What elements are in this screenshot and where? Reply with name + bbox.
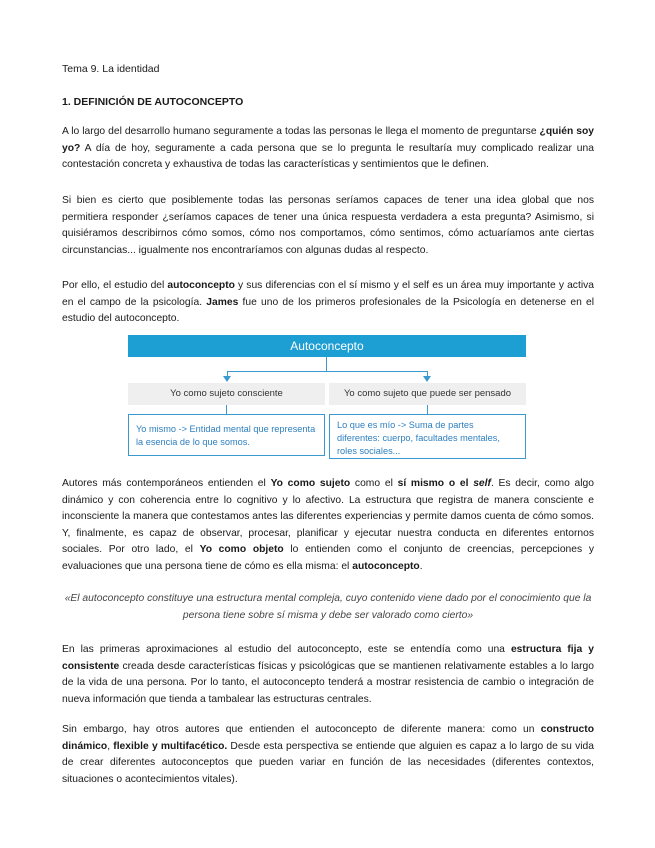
connector-vertical (326, 357, 327, 371)
paragraph-1: A lo largo del desarrollo humano seguramente a todas las personas le llega el momento de preguntarse ¿quién soy yo? A día de hoy, seguramente a cada persona que se lo pregunta le resultaría muy complicado realizar una contestación concreta y exhaustiva de todas las características y sentimientos que le definen. (62, 126, 594, 171)
quote: «El autoconcepto constituye una estructura mental compleja, cuyo contenido viene dado por el conocimiento que la persona tiene sobre sí misma y debe ser valorado como cierto» (64, 593, 592, 621)
paragraph-2: Si bien es cierto que posiblemente todas las personas seríamos capaces de tener una idea global que nos permitiera responder ¿seríamos capaces de tener una única respuesta verdadera a esta pregunta? Asimismo, si quisiéramos describirnos cómo somos, cómo nos comportamos, cómo sentimos, cómo actuaríamos ante ciertas circunstancias... igualmente nos encontraríamos con algunas dudas al respecto. (62, 195, 594, 256)
right-desc-connector (427, 405, 428, 414)
diagram-title: Autoconcepto (128, 335, 526, 357)
paragraph-5: En las primeras aproximaciones al estudio del autoconcepto, este se entendía como una estructura fija y consistente creada desde características físicas y psicológicas que se mantienen relativamente estables a lo largo de la vida de una persona. Por lo tanto, el autoconcepto tenderá a mostrar resistencia de cambio o integración de nueva información que tienda a tambalear las estructuras centrales. (62, 644, 595, 705)
section-heading: 1. DEFINICIÓN DE AUTOCONCEPTO (62, 96, 244, 108)
paragraph-4: Autores más contemporáneos entienden el Yo como sujeto como el sí mismo o el self. Es decir, como algo dinámico y con coherencia entre lo cognitivo y lo afectivo. La estructura que registra de manera consciente e inconsciente la manera que contestamos antes las diferentes experiencias y permite damos cuenta de cómo somos. Y, finalmente, es capaz de observar, procesar, planificar y ejecutar nuestra conducta en diferentes entornos sociales. Por otro lado, el Yo como objeto lo entienden como el conjunto de creencias, percepciones y evaluaciones que una persona tiene de cómo es ella misma: el autoconcepto. (62, 478, 594, 572)
arrow-right-icon (423, 376, 431, 382)
topic-title: Tema 9. La identidad (62, 63, 160, 75)
arrow-left-icon (223, 376, 231, 382)
left-box: Yo como sujeto consciente (128, 383, 325, 405)
connector-horizontal (227, 371, 427, 372)
left-desc-connector (226, 405, 227, 414)
paragraph-3: Por ello, el estudio del autoconcepto y sus diferencias con el sí mismo y el self es un área muy importante y activa en el campo de la psicología. James fue uno de los primeros profesionales de la Psicología en detenerse en el estudio del autoconcepto. (62, 280, 595, 325)
autoconcepto-diagram (128, 335, 526, 459)
paragraph-6: Sin embargo, hay otros autores que entienden el autoconcepto de diferente manera: como un constructo dinámico, flexible y multifacético. Desde esta perspectiva se entiende que alguien es capaz a lo largo de su vida de crear diferentes autoconceptos que pueden variar en función de las necesidades (diferentes contextos, situaciones o acontecimientos vitales). (62, 724, 594, 785)
left-description: Yo mismo -> Entidad mental que representa la esencia de lo que somos. (128, 414, 325, 456)
right-box: Yo como sujeto que puede ser pensado (329, 383, 526, 405)
right-description: Lo que es mío -> Suma de partes diferentes: cuerpo, facultades mentales, roles sociales... (329, 414, 526, 459)
